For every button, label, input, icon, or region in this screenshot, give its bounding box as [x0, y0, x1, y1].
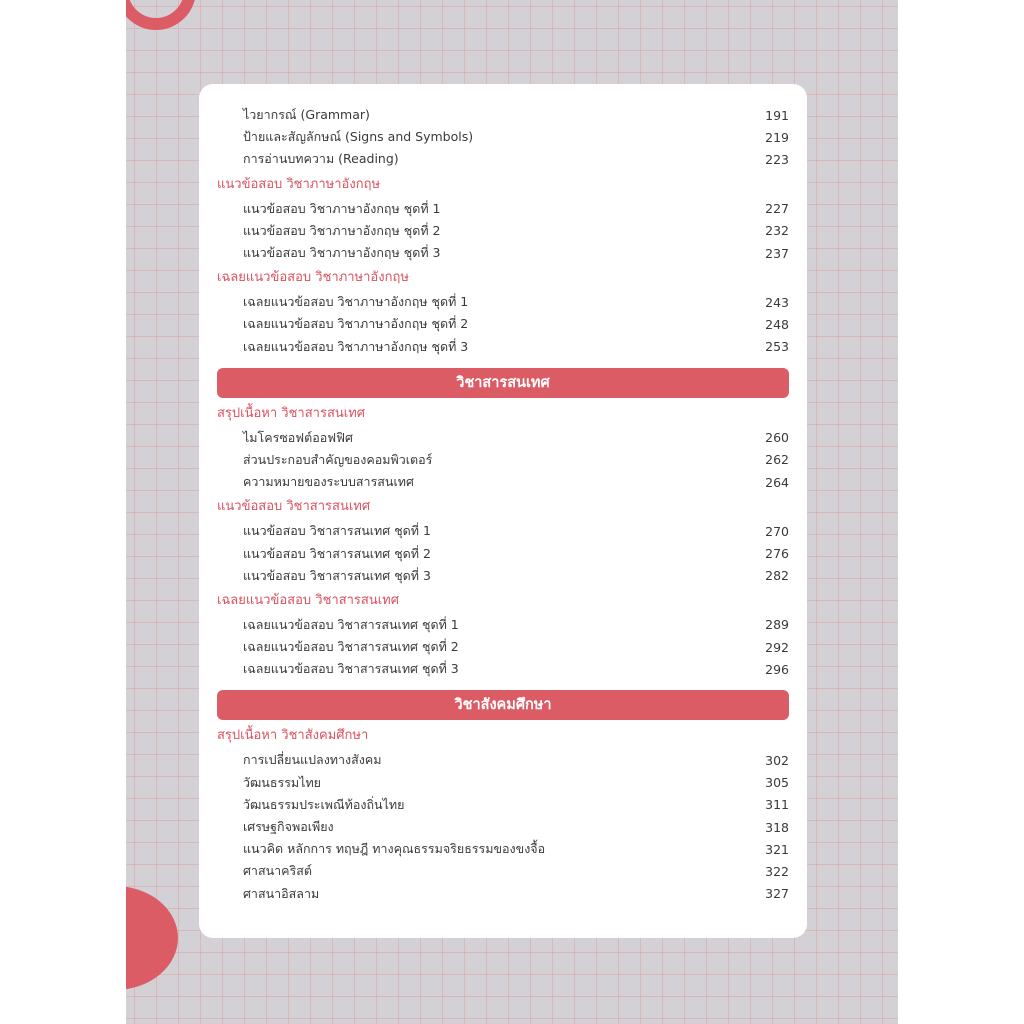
entry-title: เฉลยแนวข้อสอบ วิชาภาษาอังกฤษ ชุดที่ 1: [243, 294, 469, 310]
subject-banner: วิชาสารสนเทศ: [217, 368, 789, 398]
entry-page: 296: [765, 661, 789, 677]
entry-title: ศาสนาคริสต์: [243, 863, 312, 879]
entry-title: แนวข้อสอบ วิชาภาษาอังกฤษ ชุดที่ 1: [243, 200, 441, 216]
toc-entry: [217, 636, 789, 658]
entry-title: เศรษฐกิจพอเพียง: [243, 819, 334, 835]
section-heading: สรุปเนื้อหา วิชาสารสนเทศ: [217, 405, 366, 421]
entry-page: 289: [765, 617, 789, 633]
decorative-ring: [126, 0, 196, 30]
section-heading: แนวข้อสอบ วิชาสารสนเทศ: [217, 499, 371, 515]
entry-page: 321: [765, 841, 789, 857]
entry-page: 248: [765, 316, 789, 332]
toc-group: [217, 588, 789, 681]
toc-entry: [217, 291, 789, 313]
toc-entry: [217, 148, 789, 170]
entry-title: เฉลยแนวข้อสอบ วิชาสารสนเทศ ชุดที่ 2: [243, 639, 459, 655]
entry-page: 276: [765, 546, 789, 562]
toc-entry: [217, 614, 789, 636]
toc-entry: [217, 749, 789, 771]
entry-title: แนวข้อสอบ วิชาสารสนเทศ ชุดที่ 3: [243, 567, 431, 583]
section-heading: เฉลยแนวข้อสอบ วิชาภาษาอังกฤษ: [217, 270, 409, 286]
toc-entry: [217, 860, 789, 882]
book-page: [126, 0, 898, 1024]
entry-title: เฉลยแนวข้อสอบ วิชาสารสนเทศ ชุดที่ 3: [243, 661, 459, 677]
toc-entry: [217, 220, 789, 242]
toc-group: [217, 104, 789, 171]
toc-entry: [217, 658, 789, 680]
toc-entry: [217, 565, 789, 587]
toc-group: [217, 494, 789, 587]
toc-entry: [217, 838, 789, 860]
toc-entry: [217, 104, 789, 126]
section-heading: แนวข้อสอบ วิชาภาษาอังกฤษ: [217, 176, 381, 192]
entry-title: ส่วนประกอบสำคัญของคอมพิวเตอร์: [243, 451, 433, 467]
toc-group: [217, 265, 789, 358]
entry-page: 264: [765, 474, 789, 490]
toc-group: [217, 690, 789, 904]
entry-page: 223: [765, 151, 789, 167]
entry-page: 191: [765, 107, 789, 123]
entry-title: แนวข้อสอบ วิชาภาษาอังกฤษ ชุดที่ 2: [243, 222, 441, 238]
entry-title: ความหมายของระบบสารสนเทศ: [243, 474, 414, 490]
subject-banner: วิชาสังคมศึกษา: [217, 690, 789, 720]
entry-page: 253: [765, 339, 789, 355]
entry-title: เฉลยแนวข้อสอบ วิชาภาษาอังกฤษ ชุดที่ 2: [243, 316, 469, 332]
entry-title: เฉลยแนวข้อสอบ วิชาภาษาอังกฤษ ชุดที่ 3: [243, 338, 469, 354]
entry-page: 219: [765, 129, 789, 145]
entry-page: 237: [765, 245, 789, 261]
entry-page: 327: [765, 886, 789, 902]
toc-entry: [217, 542, 789, 564]
toc-entry: [217, 816, 789, 838]
entry-title: แนวข้อสอบ วิชาสารสนเทศ ชุดที่ 1: [243, 523, 431, 539]
entry-title: วัฒนธรรมไทย: [243, 774, 322, 790]
entry-title: แนวข้อสอบ วิชาภาษาอังกฤษ ชุดที่ 3: [243, 245, 441, 261]
entry-page: 243: [765, 294, 789, 310]
toc-entry: [217, 336, 789, 358]
toc-group: [217, 368, 789, 494]
entry-page: 318: [765, 819, 789, 835]
entry-title: การเปลี่ยนแปลงทางสังคม: [243, 752, 382, 768]
entry-page: 292: [765, 639, 789, 655]
toc-entry: [217, 198, 789, 220]
toc-entry: [217, 520, 789, 542]
entry-title: แนวคิด หลักการ ทฤษฎี ทางคุณธรรมจริยธรรมของขงจื้อ: [243, 841, 546, 857]
entry-page: 262: [765, 452, 789, 468]
entry-page: 302: [765, 752, 789, 768]
entry-page: 232: [765, 223, 789, 239]
toc-entry: [217, 772, 789, 794]
entry-title: เฉลยแนวข้อสอบ วิชาสารสนเทศ ชุดที่ 1: [243, 616, 459, 632]
toc-list: [217, 104, 789, 905]
toc-entry: [217, 449, 789, 471]
toc-card: [199, 84, 807, 938]
toc-entry: [217, 313, 789, 335]
entry-page: 311: [765, 797, 789, 813]
entry-title: แนวข้อสอบ วิชาสารสนเทศ ชุดที่ 2: [243, 545, 431, 561]
entry-title: ป้ายและสัญลักษณ์ (Signs and Symbols): [243, 129, 474, 145]
decorative-circle: [126, 886, 178, 990]
entry-page: 227: [765, 201, 789, 217]
section-heading: เฉลยแนวข้อสอบ วิชาสารสนเทศ: [217, 592, 399, 608]
entry-title: ไวยากรณ์ (Grammar): [243, 107, 370, 123]
entry-page: 260: [765, 430, 789, 446]
entry-page: 270: [765, 523, 789, 539]
entry-page: 282: [765, 568, 789, 584]
entry-page: 305: [765, 775, 789, 791]
toc-entry: [217, 794, 789, 816]
entry-page: 322: [765, 863, 789, 879]
toc-entry: [217, 883, 789, 905]
entry-title: การอ่านบทความ (Reading): [243, 151, 399, 167]
entry-title: วัฒนธรรมประเพณีท้องถิ่นไทย: [243, 796, 405, 812]
entry-title: ไมโครซอฟต์ออฟฟิศ: [243, 429, 353, 445]
toc-entry: [217, 427, 789, 449]
section-heading: สรุปเนื้อหา วิชาสังคมศึกษา: [217, 728, 369, 744]
toc-group: [217, 172, 789, 265]
toc-entry: [217, 471, 789, 493]
toc-entry: [217, 126, 789, 148]
entry-title: ศาสนาอิสลาม: [243, 885, 320, 901]
toc-entry: [217, 242, 789, 264]
